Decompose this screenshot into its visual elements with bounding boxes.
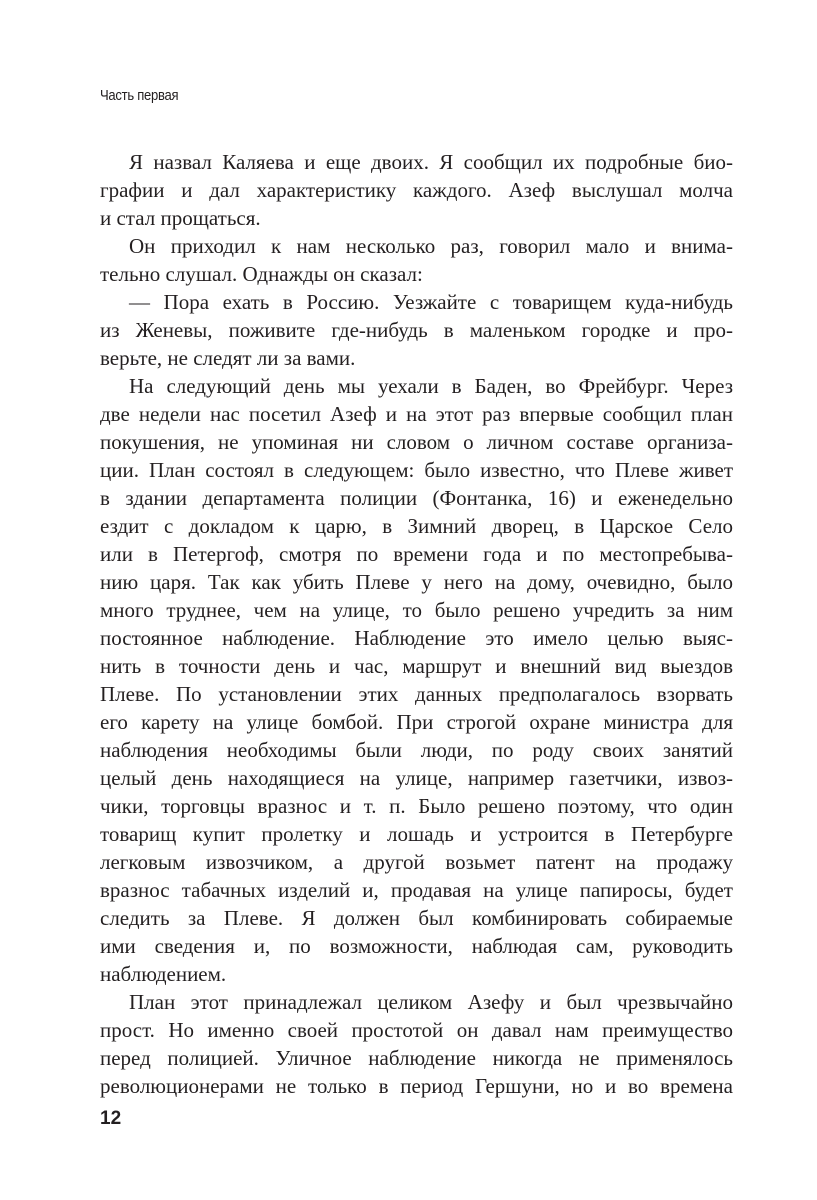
text-line: чики, торговцы вразнос и т. п. Было решено поэтому, что один xyxy=(100,794,733,818)
text-line: Я назвал Каляева и еще двоих. Я сообщил их подробные био- xyxy=(129,150,733,174)
text-line: постоянное наблюдение. Наблюдение это имело целью выяс- xyxy=(100,626,733,650)
text-line: из Женевы, поживите где-нибудь в маленьком городке и про- xyxy=(100,318,733,342)
text-line: целый день находящиеся на улице, например газетчики, извоз- xyxy=(100,766,733,790)
text-line: две недели нас посетил Азеф и на этот раз впервые сообщил план xyxy=(100,402,733,426)
text-line: наблюдения необходимы были люди, по роду своих занятий xyxy=(100,738,733,762)
text-line: Он приходил к нам несколько раз, говорил мало и внима- xyxy=(129,234,733,258)
text-line: верьте, не следят ли за вами. xyxy=(100,346,356,370)
text-line: тельно слушал. Однажды он сказал: xyxy=(100,262,423,286)
text-line: много труднее, чем на улице, то было решено учредить за ним xyxy=(100,598,733,622)
text-line: ездит с докладом к царю, в Зимний дворец, в Царское Село xyxy=(100,514,733,538)
paragraph xyxy=(100,148,733,232)
text-line: План этот принадлежал целиком Азефу и был чрезвычайно xyxy=(129,990,733,1014)
text-line: в здании департамента полиции (Фонтанка, 16) и еженедельно xyxy=(100,486,733,510)
text-line: покушения, не упоминая ни словом о личном составе организа- xyxy=(100,430,733,454)
text-line: его карету на улице бомбой. При строгой охране министра для xyxy=(100,710,733,734)
text-line: Плеве. По установлении этих данных предполагалось взорвать xyxy=(100,682,733,706)
text-line: и стал прощаться. xyxy=(100,206,261,230)
paragraph xyxy=(100,288,733,372)
paragraph xyxy=(100,988,733,1100)
text-line: нию царя. Так как убить Плеве у него на дому, очевидно, было xyxy=(100,570,733,594)
body-text xyxy=(100,148,733,1100)
paragraph xyxy=(100,232,733,288)
text-line: ции. План состоял в следующем: было известно, что Плеве живет xyxy=(100,458,733,482)
running-head: Часть первая xyxy=(100,88,179,104)
text-line: перед полицией. Уличное наблюдение никогда не применялось xyxy=(100,1046,733,1070)
text-line: или в Петергоф, смотря по времени года и по местопребыва- xyxy=(100,542,733,566)
text-line: графии и дал характеристику каждого. Азеф выслушал молча xyxy=(100,178,733,202)
text-line: легковым извозчиком, а другой возьмет патент на продажу xyxy=(100,850,733,874)
text-line: следить за Плеве. Я должен был комбинировать собираемые xyxy=(100,906,733,930)
paragraph xyxy=(100,372,733,988)
text-line: ими сведения и, по возможности, наблюдая сам, руководить xyxy=(100,934,733,958)
text-line: — Пора ехать в Россию. Уезжайте с товарищем куда-нибудь xyxy=(129,290,733,314)
text-line: нить в точности день и час, маршрут и внешний вид выездов xyxy=(100,654,733,678)
page-number: 12 xyxy=(100,1108,122,1129)
text-line: На следующий день мы уехали в Баден, во Фрейбург. Через xyxy=(129,374,733,398)
text-line: товарищ купит пролетку и лошадь и устроится в Петербурге xyxy=(100,822,733,846)
text-line: прост. Но именно своей простотой он давал нам преимущество xyxy=(100,1018,733,1042)
text-line: вразнос табачных изделий и, продавая на улице папиросы, будет xyxy=(100,878,733,902)
text-line: наблюдением. xyxy=(100,962,227,986)
text-line: революционерами не только в период Гершуни, но и во времена xyxy=(100,1074,733,1098)
